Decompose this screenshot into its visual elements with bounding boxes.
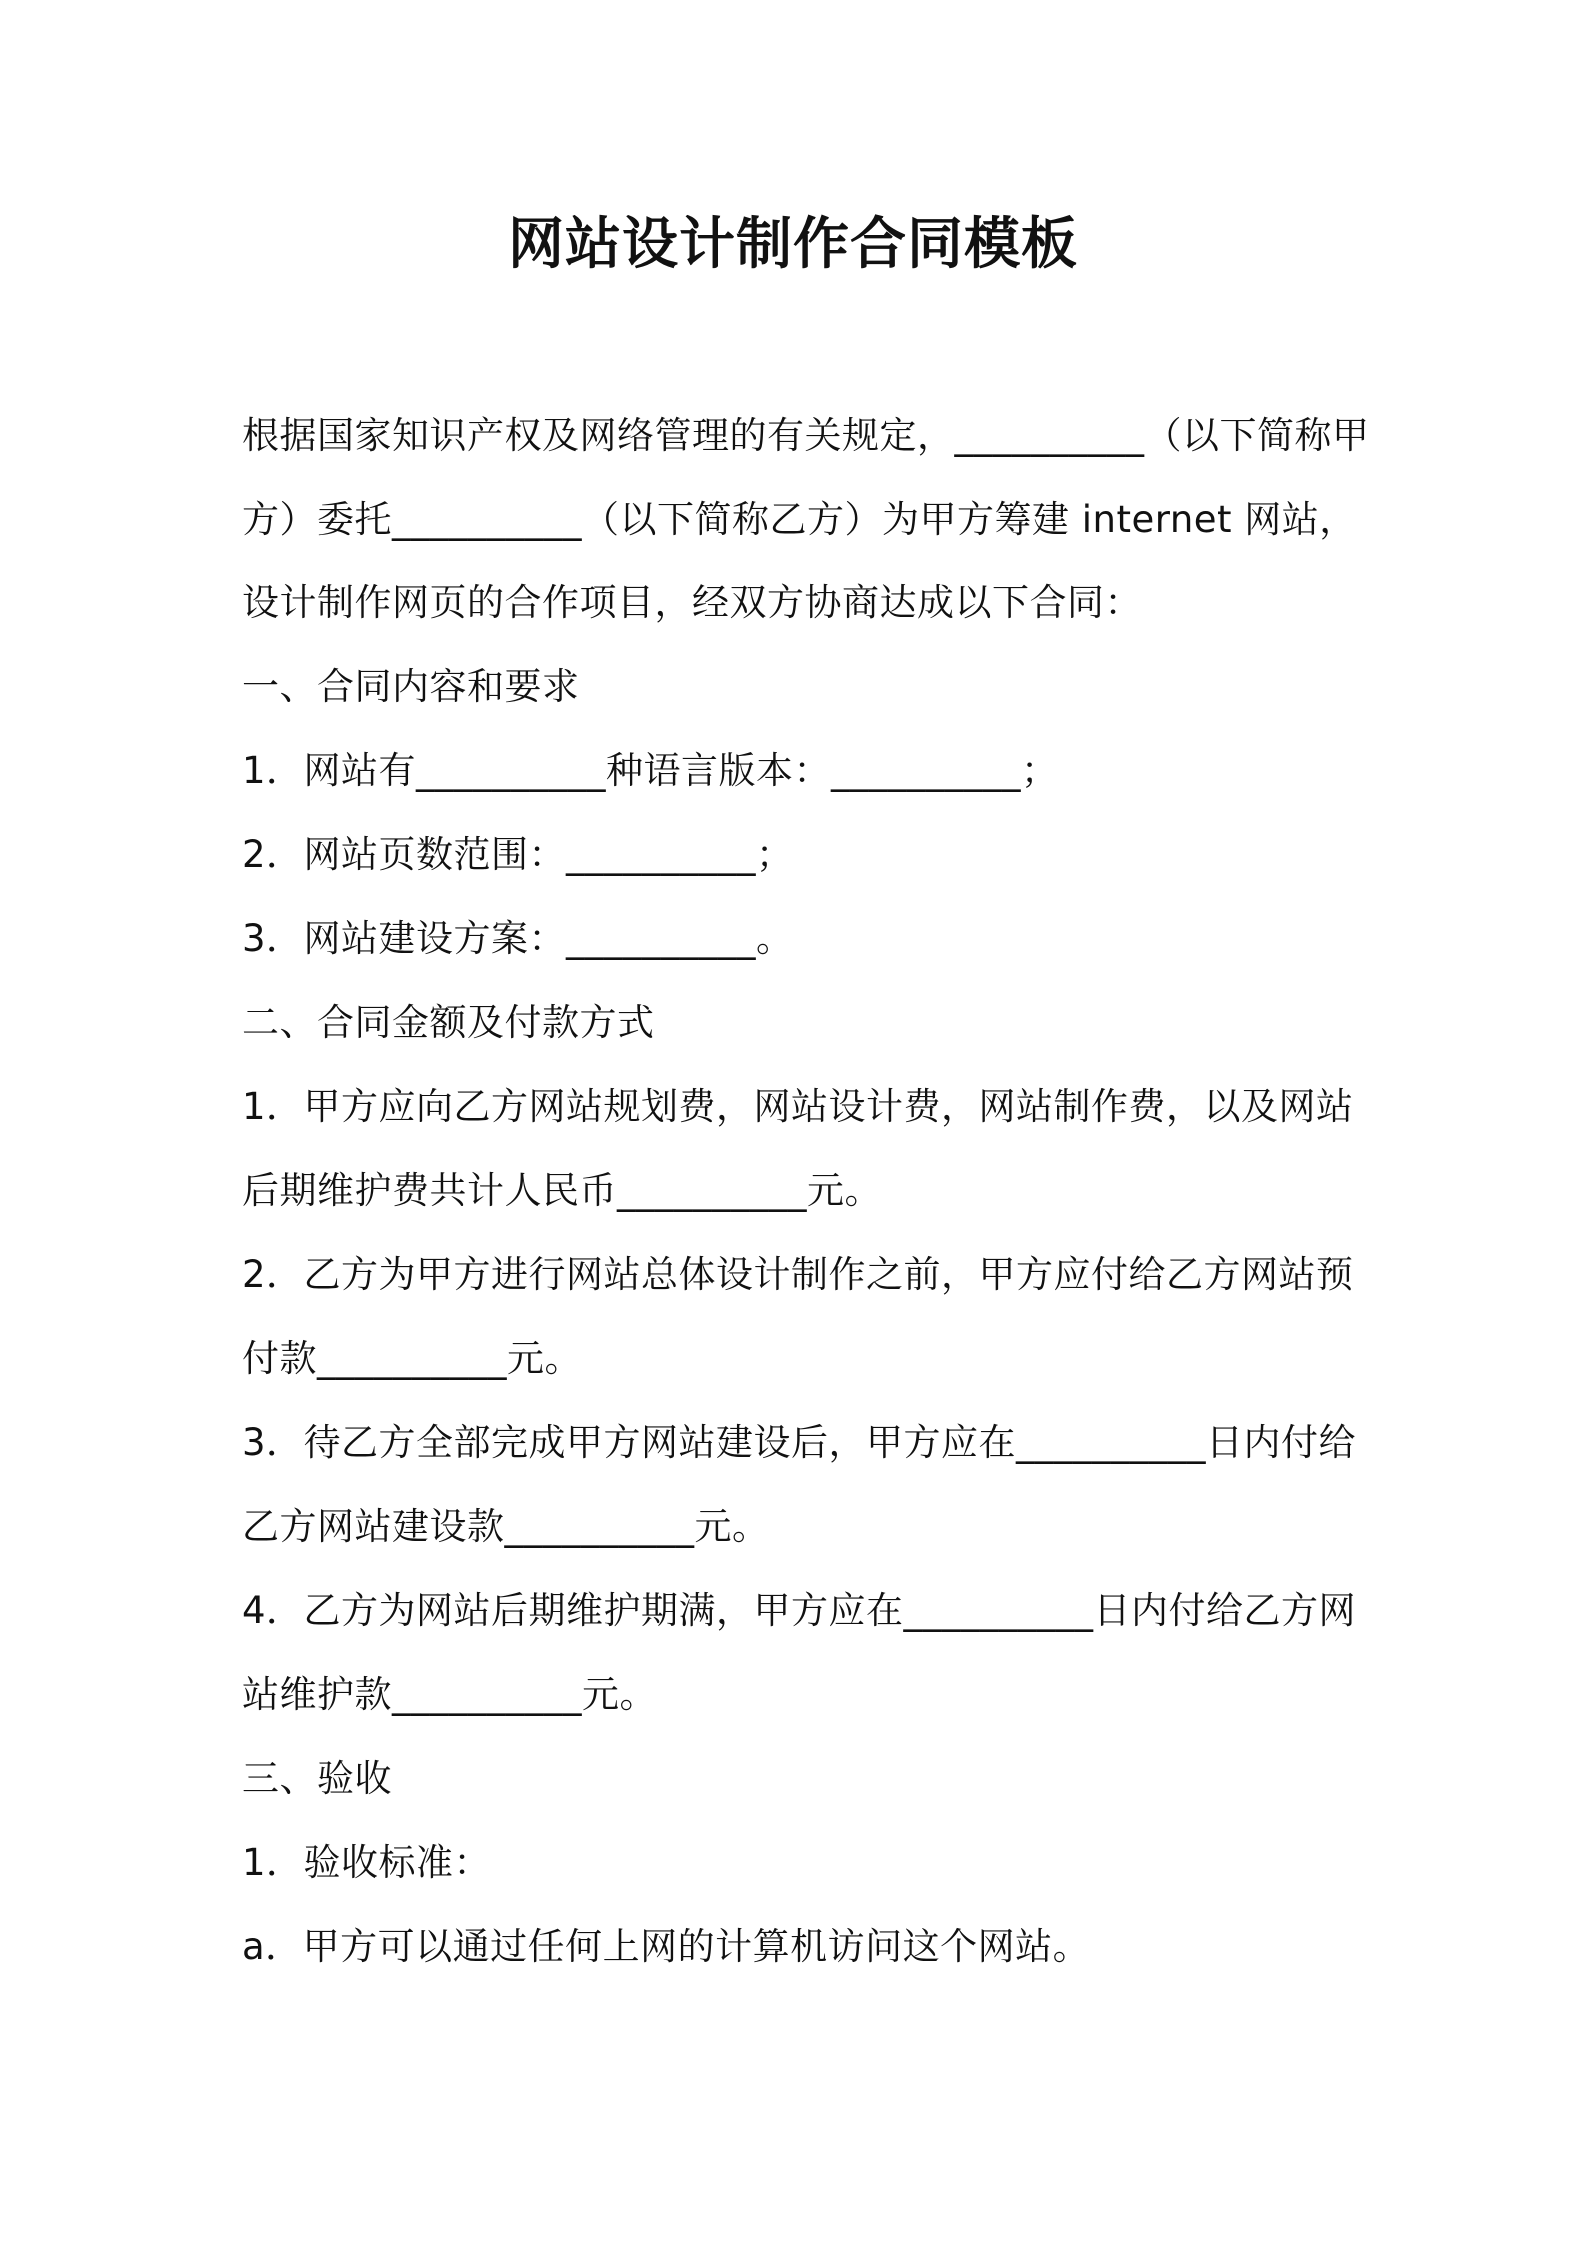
clause-2-3-line-1: 3．待乙方全部完成甲方网站建设后，甲方应在__________日内付给 xyxy=(242,1421,1357,1464)
intro-line-3: 设计制作网页的合作项目，经双方协商达成以下合同： xyxy=(242,581,1142,624)
clause-1-3: 3．网站建设方案：__________。 xyxy=(242,917,794,960)
clause-1-1: 1．网站有__________种语言版本：__________； xyxy=(242,749,1059,792)
clause-2-1-line-2: 后期维护费共计人民币__________元。 xyxy=(242,1169,882,1212)
intro-line-1: 根据国家知识产权及网络管理的有关规定，__________（以下简称甲 xyxy=(242,414,1370,457)
section-heading-1: 一、合同内容和要求 xyxy=(242,665,580,708)
clause-3-1-a: a．甲方可以通过任何上网的计算机访问这个网站。 xyxy=(242,1925,1091,1968)
intro-line-2: 方）委托__________（以下简称乙方）为甲方筹建 internet 网站， xyxy=(242,498,1357,541)
clause-2-4-line-1: 4．乙方为网站后期维护期满，甲方应在__________日内付给乙方网 xyxy=(242,1589,1357,1632)
clause-3-1: 1．验收标准： xyxy=(242,1841,492,1884)
clause-2-3-line-2: 乙方网站建设款__________元。 xyxy=(242,1505,770,1548)
section-heading-3: 三、验收 xyxy=(242,1757,392,1800)
clause-1-2: 2．网站页数范围：__________； xyxy=(242,833,794,876)
clause-2-2-line-1: 2．乙方为甲方进行网站总体设计制作之前，甲方应付给乙方网站预 xyxy=(242,1253,1354,1296)
section-heading-2: 二、合同金额及付款方式 xyxy=(242,1001,655,1044)
clause-2-4-line-2: 站维护款__________元。 xyxy=(242,1673,657,1716)
document-title: 网站设计制作合同模板 xyxy=(508,212,1078,277)
clause-2-2-line-2: 付款__________元。 xyxy=(242,1337,582,1380)
clause-2-1-line-1: 1．甲方应向乙方网站规划费，网站设计费，网站制作费，以及网站 xyxy=(242,1085,1354,1128)
